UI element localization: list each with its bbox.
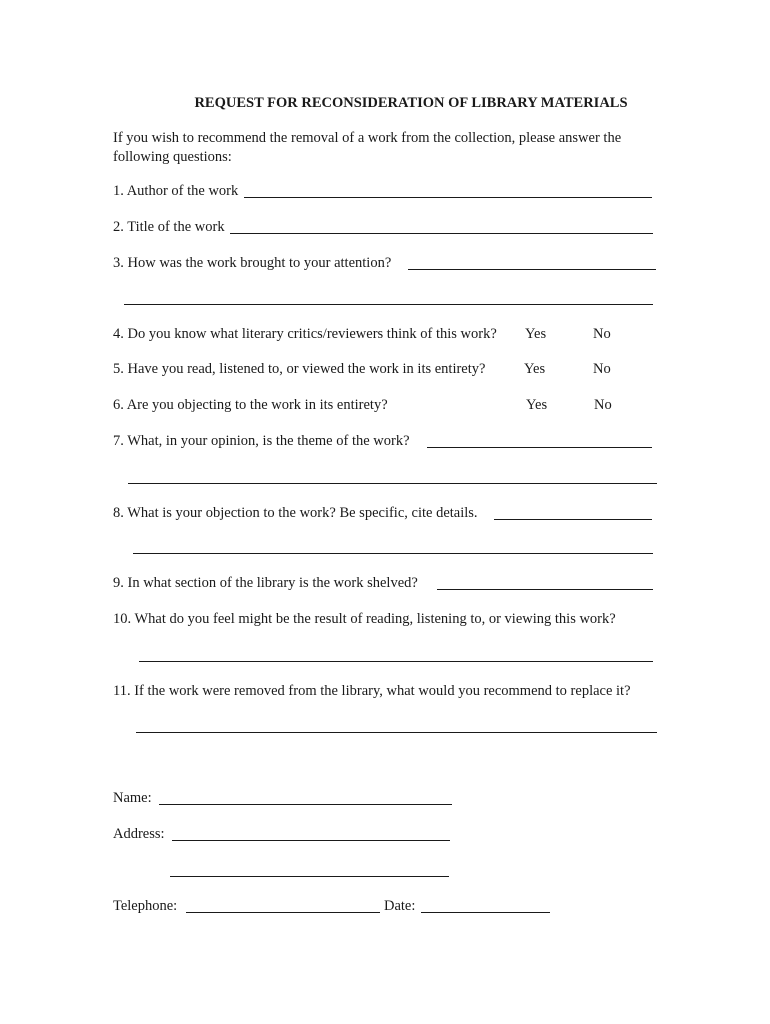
theme-field-line-1[interactable] xyxy=(427,447,652,448)
question-9-label: 9. In what section of the library is the work shelved? xyxy=(113,575,418,591)
date-field-line[interactable] xyxy=(421,912,550,913)
name-field-line[interactable] xyxy=(159,804,452,805)
question-10-label: 10. What do you feel might be the result of reading, listening to, or viewing this work? xyxy=(113,611,616,627)
question-4-label: 4. Do you know what literary critics/reviewers think of this work? xyxy=(113,326,497,342)
attention-field-line-2[interactable] xyxy=(124,304,653,305)
theme-field-line-2[interactable] xyxy=(128,483,657,484)
intro-text-line-1: If you wish to recommend the removal of a work from the collection, please answer the xyxy=(113,130,622,146)
replacement-field-line[interactable] xyxy=(136,732,657,733)
question-3-label: 3. How was the work brought to your attention? xyxy=(113,255,392,271)
q5-yes-option[interactable]: Yes xyxy=(524,361,546,377)
q4-yes-option[interactable]: Yes xyxy=(525,326,547,342)
q5-no-option[interactable]: No xyxy=(593,361,611,377)
address-label: Address: xyxy=(113,826,165,842)
attention-field-line-1[interactable] xyxy=(408,269,656,270)
objection-field-line-1[interactable] xyxy=(494,519,652,520)
name-label: Name: xyxy=(113,790,152,806)
q6-yes-option[interactable]: Yes xyxy=(526,397,548,413)
date-label: Date: xyxy=(384,898,416,914)
objection-field-line-2[interactable] xyxy=(133,553,653,554)
question-8-label: 8. What is your objection to the work? Be specific, cite details. xyxy=(113,505,478,521)
author-field-line[interactable] xyxy=(244,197,652,198)
result-field-line[interactable] xyxy=(139,661,653,662)
page-title: REQUEST FOR RECONSIDERATION OF LIBRARY MATERIALS xyxy=(194,95,628,111)
question-7-label: 7. What, in your opinion, is the theme of the work? xyxy=(113,433,410,449)
q6-no-option[interactable]: No xyxy=(594,397,612,413)
q4-no-option[interactable]: No xyxy=(593,326,611,342)
address-field-line-2[interactable] xyxy=(170,876,449,877)
question-11-label: 11. If the work were removed from the library, what would you recommend to replace it? xyxy=(113,683,631,699)
question-2-label: 2. Title of the work xyxy=(113,219,225,235)
section-field-line[interactable] xyxy=(437,589,653,590)
question-1-label: 1. Author of the work xyxy=(113,183,239,199)
telephone-label: Telephone: xyxy=(113,898,178,914)
address-field-line-1[interactable] xyxy=(172,840,450,841)
question-6-label: 6. Are you objecting to the work in its entirety? xyxy=(113,397,388,413)
question-5-label: 5. Have you read, listened to, or viewed the work in its entirety? xyxy=(113,361,486,377)
title-field-line[interactable] xyxy=(230,233,653,234)
telephone-field-line[interactable] xyxy=(186,912,380,913)
intro-text-line-2: following questions: xyxy=(113,149,232,165)
